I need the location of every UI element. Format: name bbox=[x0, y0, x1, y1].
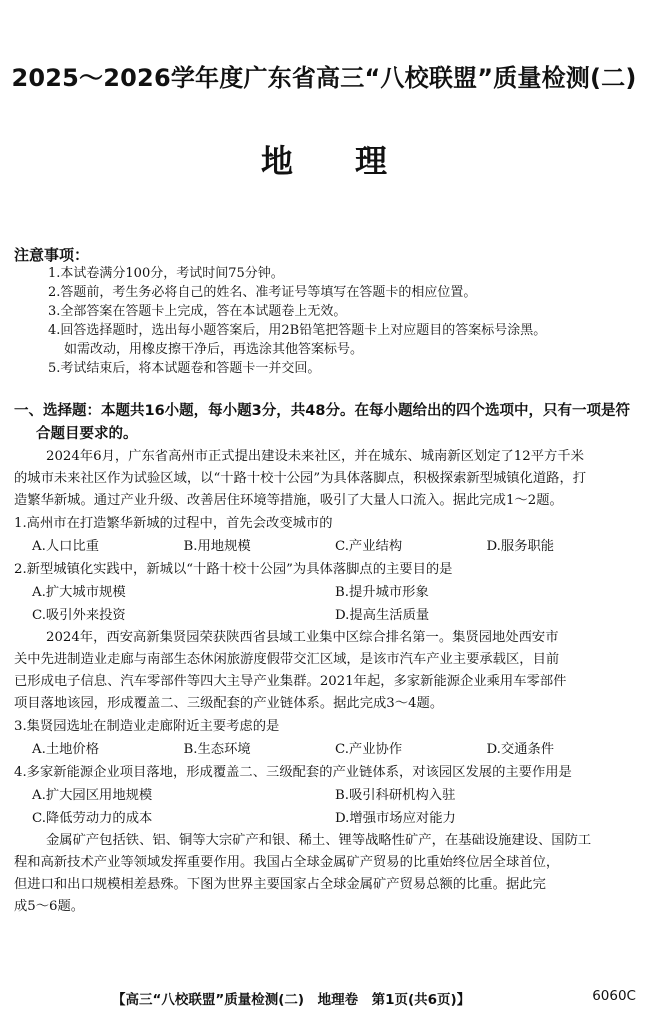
passage-line: 关中先进制造业走廊与南部生态休闲旅游度假带交汇区域，是该市汽车产业主要承载区，目前 bbox=[14, 652, 560, 667]
option-a: A.土地价格 bbox=[32, 742, 100, 757]
question-2 bbox=[14, 558, 638, 627]
question-options bbox=[14, 738, 638, 761]
passage-2 bbox=[14, 627, 638, 715]
option-b: B.生态环境 bbox=[183, 742, 251, 757]
passage-line: 成5～6题。 bbox=[14, 899, 85, 914]
notice-item: 4.回答选择题时，选出每小题答案后，用2B铅笔把答题卡上对应题目的答案标号涂黑。 bbox=[48, 323, 547, 338]
question-4 bbox=[14, 761, 638, 830]
section-heading bbox=[14, 400, 638, 446]
question-options bbox=[14, 807, 638, 830]
option-a: A.扩大城市规模 bbox=[32, 585, 126, 600]
passage-line: 但进口和出口规模相差悬殊。下图为世界主要国家占全球金属矿产贸易总额的比重。据此完 bbox=[14, 877, 546, 892]
notice-list bbox=[48, 264, 640, 378]
option-c: C.吸引外来投资 bbox=[32, 608, 126, 623]
question-stem: 1.高州市在打造繁华新城的过程中，首先会改变城市的 bbox=[14, 516, 333, 531]
question-3 bbox=[14, 715, 638, 761]
exam-title: 2025～2026学年度广东省高三“八校联盟”质量检测(二) bbox=[11, 64, 637, 92]
option-c: C.产业协作 bbox=[335, 742, 403, 757]
option-b: B.用地规模 bbox=[183, 539, 251, 554]
question-1 bbox=[14, 512, 638, 558]
question-body bbox=[14, 446, 638, 918]
notice-item: 如需改动，用橡皮擦干净后，再选涂其他答案标号。 bbox=[64, 342, 364, 357]
passage-line: 已形成电子信息、汽车零部件等四大主导产业集群。2021年起，多家新能源企业乘用车零部件 bbox=[14, 674, 567, 689]
passage-line: 项目落地该园，形成覆盖二、三级配套的产业链体系。据此完成3～4题。 bbox=[14, 696, 444, 711]
option-d: D.服务职能 bbox=[486, 539, 555, 554]
option-b: B.吸引科研机构入驻 bbox=[335, 788, 456, 803]
passage-line: 的城市未来社区作为试验区域，以“十路十校十公园”为具体落脚点，积极探索新型城镇化道路，打 bbox=[14, 471, 587, 486]
notice-item: 5.考试结束后，将本试题卷和答题卡一并交回。 bbox=[48, 361, 321, 376]
question-stem: 3.集贤园选址在制造业走廊附近主要考虑的是 bbox=[14, 719, 280, 734]
passage-line: 2024年，西安高新集贤园荣获陕西省县域工业集中区综合排名第一。集贤园地处西安市 bbox=[46, 630, 559, 645]
option-d: D.增强市场应对能力 bbox=[335, 811, 456, 826]
question-stem: 2.新型城镇化实践中，新城以“十路十校十公园”为具体落脚点的主要目的是 bbox=[14, 562, 453, 577]
subject-title: 地理 bbox=[260, 142, 449, 180]
question-options bbox=[14, 581, 638, 604]
question-options bbox=[14, 604, 638, 627]
option-c: C.产业结构 bbox=[335, 539, 403, 554]
option-a: A.扩大园区用地规模 bbox=[32, 788, 153, 803]
section-heading-line: 合题目要求的。 bbox=[36, 426, 138, 442]
passage-1 bbox=[14, 446, 638, 512]
option-d: D.提高生活质量 bbox=[335, 608, 430, 623]
notice-item: 2.答题前，考生务必将自己的姓名、准考证号等填写在答题卡的相应位置。 bbox=[48, 285, 477, 300]
passage-line: 程和高新技术产业等领域发挥重要作用。我国占全球金属矿产贸易的比重始终位居全球首位， bbox=[14, 855, 560, 870]
question-options bbox=[14, 784, 638, 807]
notice-item: 1.本试卷满分100分，考试时间75分钟。 bbox=[48, 266, 284, 281]
passage-line: 造繁华新城。通过产业升级、改善居住环境等措施，吸引了大量人口流入。据此完成1～2题。 bbox=[14, 493, 563, 508]
option-c: C.降低劳动力的成本 bbox=[32, 811, 153, 826]
option-d: D.交通条件 bbox=[486, 742, 555, 757]
passage-3 bbox=[14, 830, 638, 918]
question-stem: 4.多家新能源企业项目落地，形成覆盖二、三级配套的产业链体系，对该园区发展的主要作用是 bbox=[14, 765, 572, 780]
footer-text: 【高三“八校联盟”质量检测(二) 地理卷 第1页(共6页)】 bbox=[112, 992, 471, 1008]
option-b: B.提升城市形象 bbox=[335, 585, 429, 600]
page-footer bbox=[0, 988, 648, 1010]
passage-line: 2024年6月，广东省高州市正式提出建设未来社区，并在城东、城南新区划定了12平方千米 bbox=[46, 449, 584, 464]
question-options bbox=[14, 535, 638, 558]
notice-item: 3.全部答案在答题卡上完成，答在本试题卷上无效。 bbox=[48, 304, 347, 319]
notice-heading: 注意事项： bbox=[14, 246, 90, 264]
section-heading-line: 一、选择题：本题共16小题，每小题3分，共48分。在每小题给出的四个选项中，只有一项是符 bbox=[14, 403, 630, 419]
passage-line: 金属矿产包括铁、铝、铜等大宗矿产和银、稀土、锂等战略性矿产，在基础设施建设、国防工 bbox=[46, 833, 592, 848]
paper-code: 6060C bbox=[592, 988, 636, 1004]
option-a: A.人口比重 bbox=[32, 539, 100, 554]
